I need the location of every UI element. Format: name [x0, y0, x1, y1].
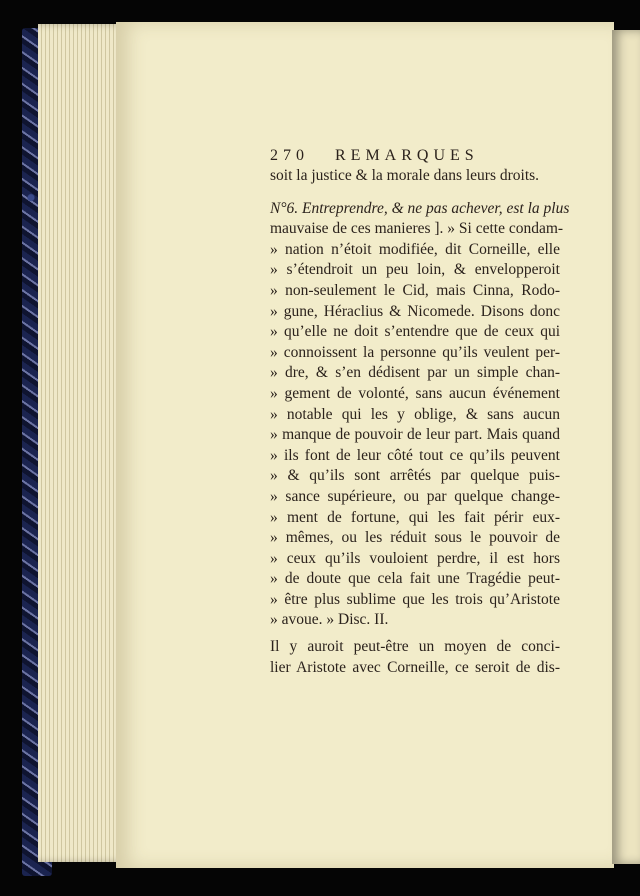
text-line: » être plus sublime que les trois qu’Aristote [270, 590, 560, 608]
text-line: N°6. Entreprendre, & ne pas achever, est la plus [270, 199, 570, 217]
text-line: » dre, & s’en dédisent par un simple chan- [270, 364, 560, 382]
text-line: » avoue. » Disc. II. [270, 611, 389, 629]
text-line: lier Aristote avec Corneille, ce seroit de dis- [270, 658, 560, 676]
text-line: » nation n’étoit modifiée, dit Corneille, elle [270, 240, 560, 258]
facing-page-edge [612, 30, 640, 864]
text-line: » non-seulement le Cid, mais Cinna, Rodo- [270, 281, 560, 299]
text-line: » sance supérieure, ou par quelque change- [270, 487, 560, 505]
text-line: » mêmes, ou les réduit sous le pouvoir de [270, 529, 560, 547]
text-line: soit la justice & la morale dans leurs droits. [270, 167, 540, 184]
text-line: » ils font de leur côté tout ce qu’ils peuvent [270, 446, 560, 464]
text-line: » manque de pouvoir de leur part. Mais quand [270, 426, 560, 444]
text-line: mauvaise de ces manieres ]. » Si cette condam- [270, 220, 564, 238]
text-line: Il y auroit peut-être un moyen de conci- [270, 638, 560, 656]
text-line: » & qu’ils sont arrêtés par quelque puis- [270, 467, 560, 485]
running-head [270, 146, 560, 166]
text-line: » ment de fortune, qui les fait périr eux- [270, 508, 560, 526]
text-line: » connoissent la personne qu’ils veulent per- [270, 343, 560, 361]
text-line: » qu’elle ne doit s’entendre que de ceux qui [270, 323, 560, 341]
text-line: » ceux qu’ils vouloient perdre, il est hors [270, 549, 560, 567]
page-number: 270 [270, 147, 309, 164]
running-title: REMARQUES [335, 147, 479, 164]
page-stack [38, 24, 128, 862]
text-line: » gune, Héraclius & Nicomede. Disons donc [270, 302, 560, 320]
page-text [270, 146, 570, 678]
text-line: » de doute que cela fait une Tragédie peut- [270, 570, 560, 588]
text-line: » notable qui les y oblige, & sans aucun [270, 405, 560, 423]
text-line: » gement de volonté, sans aucun événement [270, 384, 560, 402]
text-line: » s’étendroit un peu loin, & envelopperoit [270, 261, 560, 279]
